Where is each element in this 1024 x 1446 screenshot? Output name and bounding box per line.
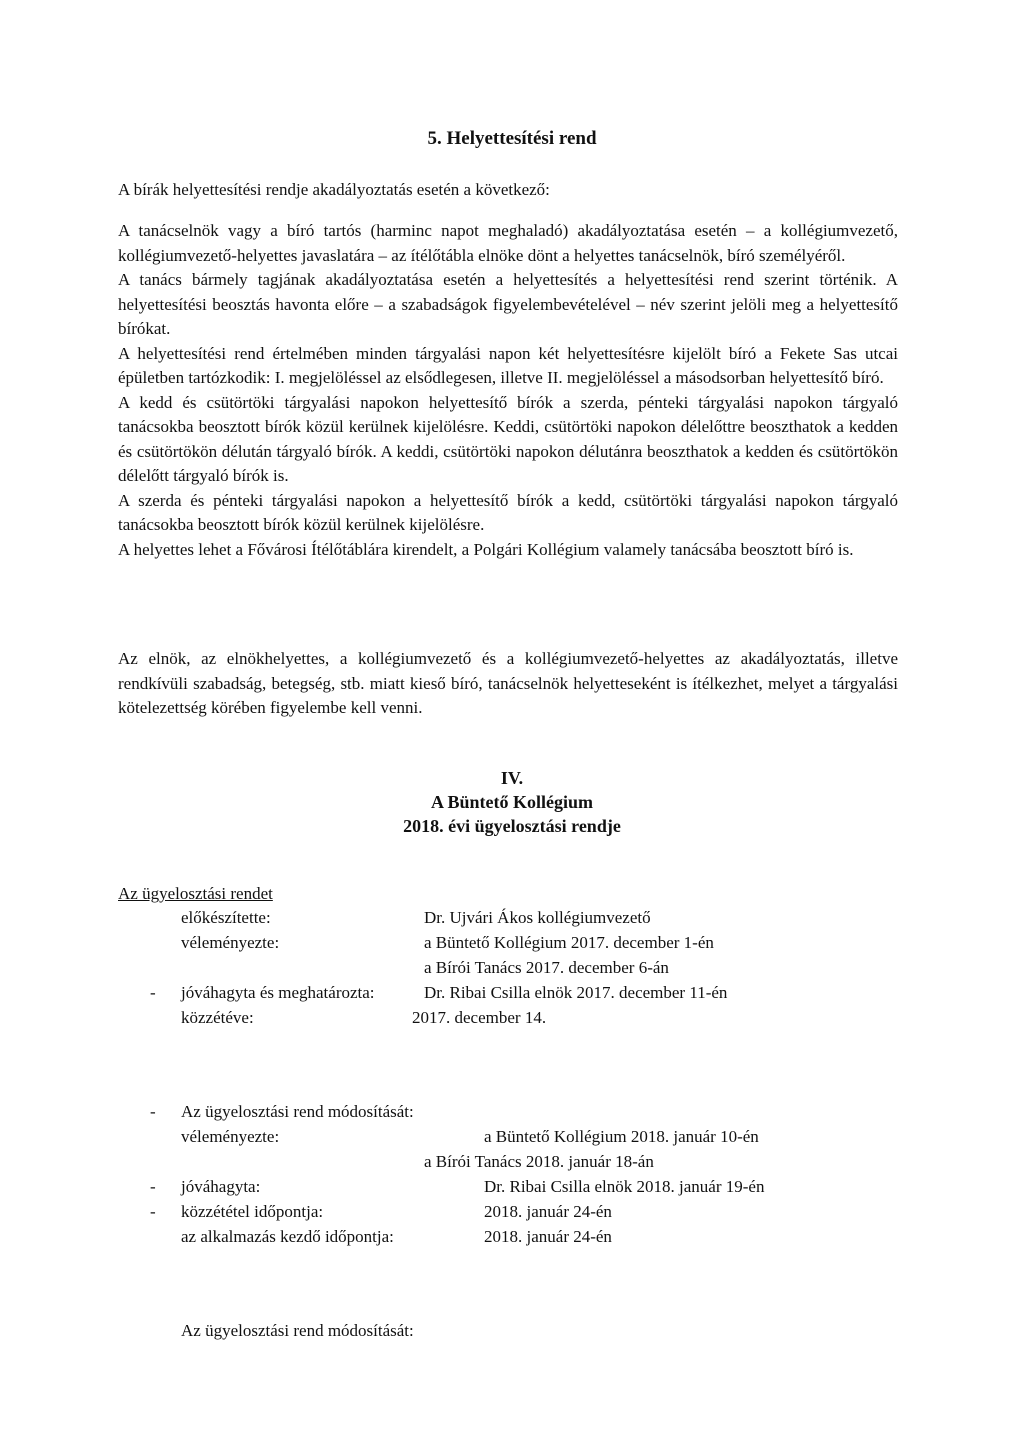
block2-value: 2018. január 24-én bbox=[484, 1202, 612, 1221]
paragraph: A helyettesítési rend értelmében minden tárgyalási napon két helyettesítésre kijelölt bíró a Fekete Sas utcai épületben tartózkodik: I. megjelöléssel az elsődlegesen, illetve II. megjelöléssel a másodsorban helyettesítő bíró. bbox=[118, 343, 898, 387]
paragraph: A szerda és pénteki tárgyalási napokon a helyettesítő bírók a kedd, csütörtöki tárgyalási napokon tárgyaló tanácsokba beosztott bírók közül kerülnek kijelölésre. bbox=[118, 490, 898, 534]
chapter-subtitle: 2018. évi ügyelosztási rendje bbox=[403, 816, 621, 836]
block1-value: a Bírói Tanács 2017. december 6-án bbox=[424, 958, 669, 977]
block2-label: az alkalmazás kezdő időpontja: bbox=[181, 1227, 394, 1246]
list-dash: - bbox=[150, 1177, 156, 1196]
block2-label: közzététel időpontja: bbox=[181, 1202, 324, 1221]
block2-label: véleményezte: bbox=[181, 1127, 280, 1146]
list-dash: - bbox=[150, 1102, 156, 1121]
chapter-heading bbox=[0, 766, 1024, 838]
section-intro: A bírák helyettesítési rendje akadályoztatás esetén a következő: bbox=[118, 180, 550, 199]
block1-value: Dr. Ribai Csilla elnök 2017. december 11-én bbox=[424, 983, 728, 1002]
block1-label: jóváhagyta és meghatározta: bbox=[181, 983, 375, 1002]
section-title: 5. Helyettesítési rend bbox=[427, 128, 597, 149]
block1-value: a Büntető Kollégium 2017. december 1-én bbox=[424, 933, 714, 952]
block2-value: 2018. január 24-én bbox=[484, 1227, 612, 1246]
paragraph: A kedd és csütörtöki tárgyalási napokon helyettesítő bírók a szerda, pénteki tárgyalási napokon tárgyaló tanácsokba beosztott bírók közül kerülnek kijelölésre. Keddi, csütörtöki napokon délelőttre beoszthatok a kedden és csütörtökön délután tárgyaló bírók. A keddi, csütörtöki napokon délutánra beoszthatok a kedden és csütörtökön délelőtt tárgyaló bírók is. bbox=[118, 392, 898, 485]
block2-heading: Az ügyelosztási rend módosítását: bbox=[181, 1102, 414, 1121]
block1-label: véleményezte: bbox=[181, 933, 280, 952]
block1-value: Dr. Ujvári Ákos kollégiumvezető bbox=[424, 908, 651, 927]
paragraph: A tanács bármely tagjának akadályoztatása esetén a helyettesítés a helyettesítési rend szerint történik. A helyettesítési beosztás havonta előre – a szabadságok figyelembevételével – név szerint jelöli meg a helyettesítő bírókat. bbox=[118, 270, 898, 338]
block3-heading: Az ügyelosztási rend módosítását: bbox=[181, 1321, 414, 1340]
list-dash: - bbox=[150, 983, 156, 1002]
block2-value: Dr. Ribai Csilla elnök 2018. január 19-én bbox=[484, 1177, 765, 1196]
block1-heading: Az ügyelosztási rendet bbox=[118, 884, 273, 903]
paragraph: A tanácselnök vagy a bíró tartós (harminc napot meghaladó) akadályoztatása esetén – a kollégiumvezető, kollégiumvezető-helyettes javaslatára – az ítélőtábla elnöke dönt a helyettes tanácselnök, bíró személyéről. bbox=[118, 221, 898, 265]
block2-value: a Bírói Tanács 2018. január 18-án bbox=[424, 1152, 654, 1171]
block2-label: jóváhagyta: bbox=[181, 1177, 261, 1196]
block2-value: a Büntető Kollégium 2018. január 10-én bbox=[484, 1127, 759, 1146]
block1-value: 2017. december 14. bbox=[412, 1008, 547, 1027]
list-dash: - bbox=[150, 1202, 156, 1221]
chapter-number: IV. bbox=[500, 768, 524, 788]
block1-label: előkészítette: bbox=[181, 908, 271, 927]
paragraph: A helyettes lehet a Fővárosi Ítélőtáblára kirendelt, a Polgári Kollégium valamely tanácsába beosztott bíró is. bbox=[118, 539, 854, 559]
block1-label: közzétéve: bbox=[181, 1008, 254, 1027]
chapter-name: A Büntető Kollégium bbox=[430, 792, 593, 812]
paragraph-group bbox=[118, 219, 898, 562]
paragraph: Az elnök, az elnökhelyettes, a kollégiumvezető és a kollégiumvezető-helyettes az akadályoztatás, illetve rendkívüli szabadság, betegség, stb. miatt kieső bíró, tanácselnök helyetteseként is ítélkezhet, melyet a tárgyalási kötelezettség körében figyelembe kell venni. bbox=[118, 649, 898, 717]
paragraph-last bbox=[118, 647, 898, 721]
